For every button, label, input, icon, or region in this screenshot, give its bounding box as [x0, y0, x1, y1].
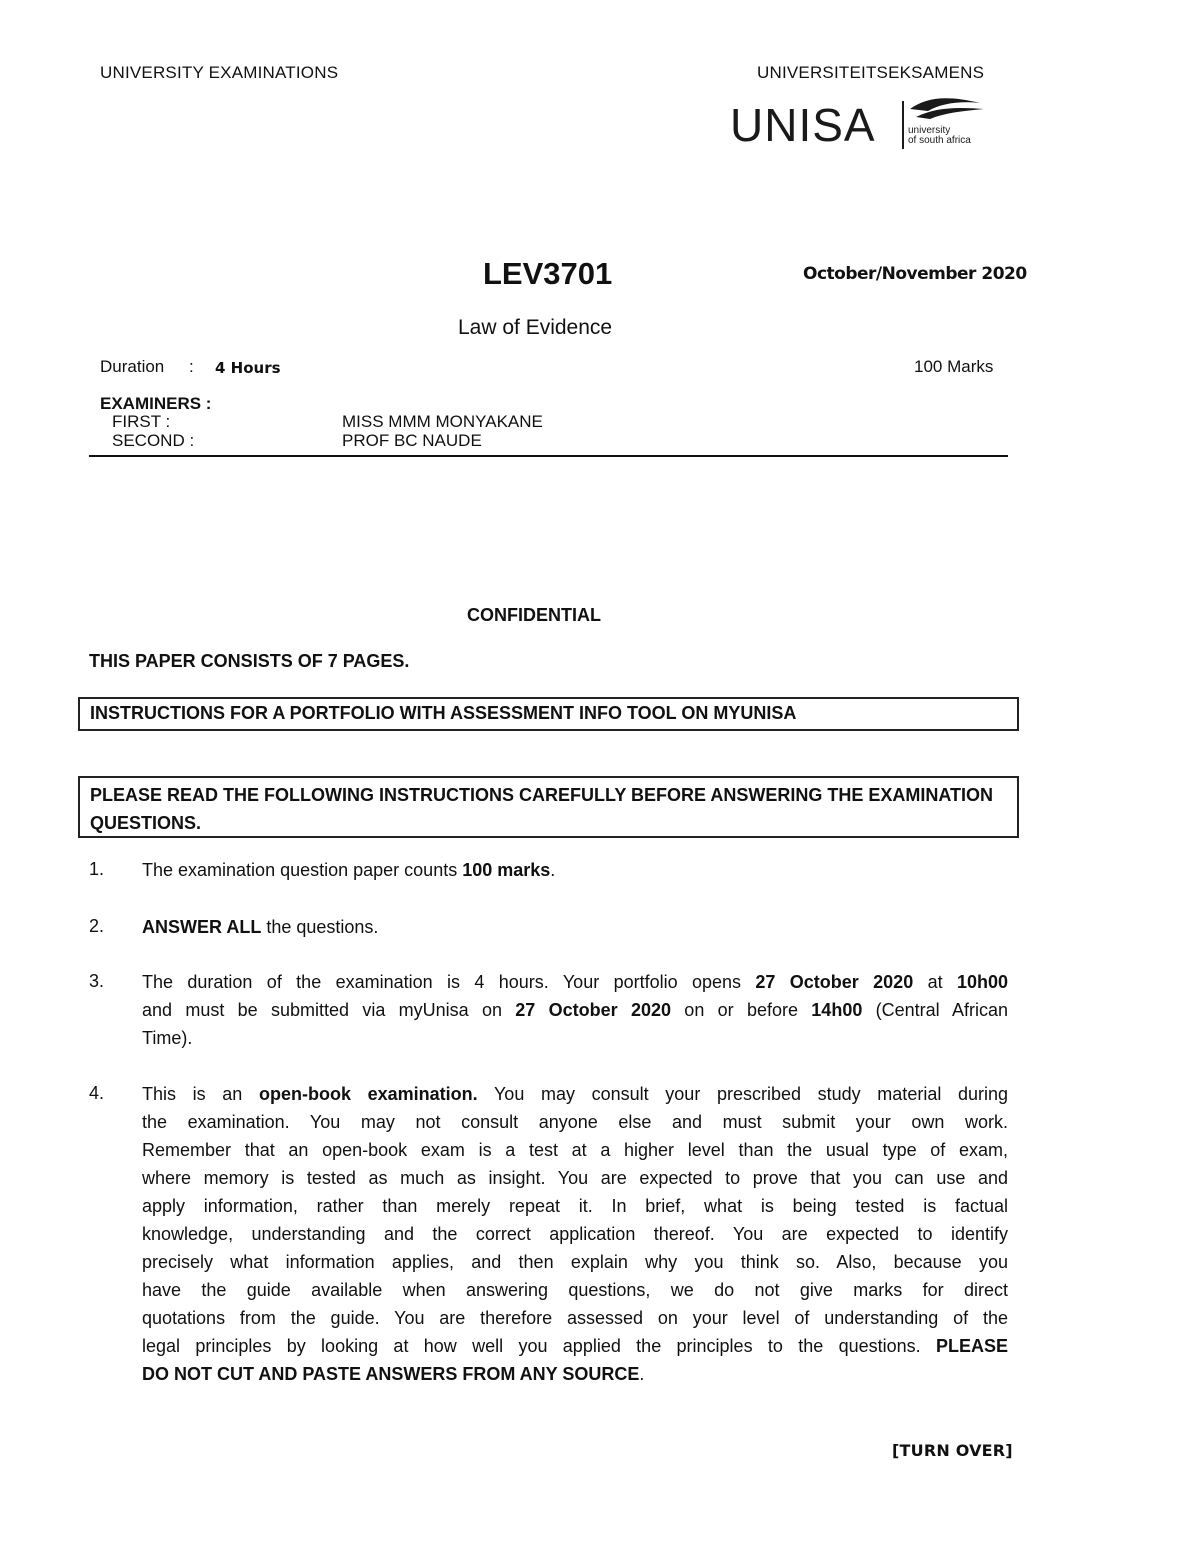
first-examiner-label: FIRST :	[112, 412, 171, 431]
instruction-4-line: apply information, rather than merely repeat it. In brief, what is being tested is factual	[142, 1196, 1008, 1216]
second-examiner-label: SECOND :	[112, 431, 195, 450]
exam-session: October/November 2020	[803, 264, 1027, 284]
header-right: UNIVERSITEITSEKSAMENS	[757, 63, 985, 82]
total-marks: 100 Marks	[914, 357, 994, 376]
second-examiner-name: PROF BC NAUDE	[342, 431, 482, 450]
instruction-4-line: Remember that an open-book exam is a test at a higher level than the usual type of exam,	[142, 1140, 1008, 1160]
logo-divider	[902, 101, 904, 149]
duration-label: Duration	[100, 357, 165, 376]
duration-colon: :	[189, 357, 194, 376]
instruction-4: This is an open-book examination. You may consult your prescribed study material during the examination. You may not consult anyone else and must submit your own work. Remember that an open-book exam is a test at a higher level than the usual type of exam, where memory is tested as much as insight. You are expected to prove that you can use and apply information, rather than merely repeat it. In brief, what is being tested is factual knowledge, understanding and the correct application thereof. You are expected to identify precisely what information applies, and then explain why you think so. Also, because you have the guide available when answering questions, we do not give marks for direct quotations from the guide. You are therefore assessed on your level of understanding of the legal principles by looking at how well you applied the principles to the questions. PLEASE DO NOT CUT AND PASTE ANSWERS FROM ANY SOURCE.	[142, 1084, 1009, 1384]
page-count-notice: THIS PAPER CONSISTS OF 7 PAGES.	[89, 651, 410, 671]
logo-line-1: university	[908, 125, 951, 136]
instruction-4-line: have the guide available when answering questions, we do not give marks for direct	[142, 1280, 1008, 1300]
instruction-number: 4.	[89, 1083, 105, 1103]
logo-word: UNISA	[730, 99, 876, 151]
instruction-number: 1.	[89, 859, 105, 879]
header-left: UNIVERSITY EXAMINATIONS	[100, 63, 339, 82]
module-code: LEV3701	[483, 256, 613, 291]
instruction-4-line: quotations from the guide. You are therefore assessed on your level of understanding of the	[142, 1308, 1008, 1328]
portfolio-instructions-text: INSTRUCTIONS FOR A PORTFOLIO WITH ASSESSMENT INFO TOOL ON MYUNISA	[90, 703, 797, 723]
examiners-label: EXAMINERS :	[100, 394, 212, 413]
module-title: Law of Evidence	[458, 316, 613, 339]
read-carefully-text: PLEASE READ THE FOLLOWING INSTRUCTIONS CAREFULLY BEFORE ANSWERING THE EXAMINATION QUESTIONS.	[90, 785, 994, 833]
confidential-heading: CONFIDENTIAL	[467, 605, 601, 625]
logo-line-2: of south africa	[908, 135, 971, 146]
instruction-number: 2.	[89, 916, 105, 936]
read-carefully-box	[78, 776, 1019, 838]
portfolio-instructions-box	[78, 697, 1019, 731]
unisa-logo	[730, 95, 990, 155]
logo-wing-icon	[908, 95, 988, 123]
instruction-2: ANSWER ALL the questions.	[142, 917, 379, 937]
instruction-3: The duration of the examination is 4 hours. Your portfolio opens 27 October 2020 at 10h00 and must be submitted via myUnisa on 27 October 2020 on or before 14h00 (Central African Time).	[142, 972, 1009, 1048]
instruction-4-line: where memory is tested as much as insight. You are expected to prove that you can use and	[142, 1168, 1008, 1188]
instruction-4-line: the examination. You may not consult anyone else and must submit your own work.	[142, 1112, 1008, 1132]
duration-value: 4 Hours	[215, 359, 281, 377]
instruction-4-line: precisely what information applies, and then explain why you think so. Also, because you	[142, 1252, 1008, 1272]
header-rule	[89, 455, 1008, 457]
turn-over-note: [TURN OVER]	[892, 1441, 1013, 1460]
instruction-1: The examination question paper counts 100 marks.	[142, 860, 556, 880]
instruction-number: 3.	[89, 971, 105, 991]
first-examiner-name: MISS MMM MONYAKANE	[342, 412, 543, 431]
instruction-4-line: knowledge, understanding and the correct application thereof. You are expected to identify	[142, 1224, 1008, 1244]
